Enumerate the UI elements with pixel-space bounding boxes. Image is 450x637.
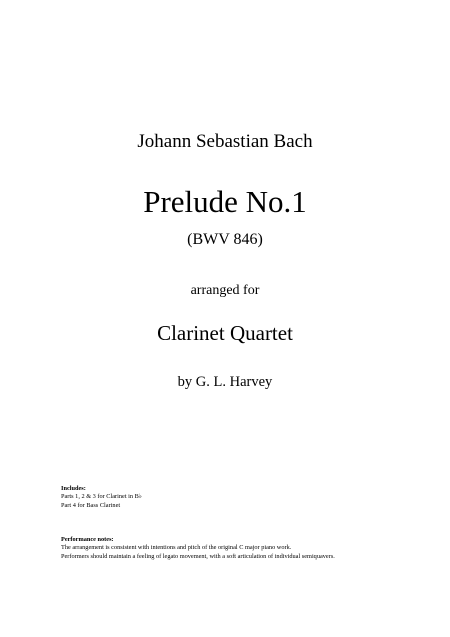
catalog-number: (BWV 846) [187, 231, 263, 248]
includes-heading: Includes: [61, 485, 86, 492]
piece-title: Prelude No.1 [143, 184, 307, 219]
includes-section [61, 485, 441, 510]
performance-notes-line: The arrangement is consistent with intentions and pitch of the original C major piano work. [61, 544, 292, 552]
performance-notes-heading: Performance notes: [61, 536, 114, 543]
includes-line: Parts 1, 2 & 3 for Clarinet in B♭ [61, 493, 142, 501]
includes-line: Part 4 for Bass Clarinet [61, 501, 121, 509]
arranged-for-label: arranged for [190, 283, 260, 298]
performance-notes-section [61, 536, 441, 561]
composer-name: Johann Sebastian Bach [137, 131, 313, 152]
performance-notes-line: Performers should maintain a feeling of legato movement, with a soft articulation of individual semiquavers. [61, 552, 335, 560]
ensemble-name: Clarinet Quartet [157, 321, 293, 345]
arranger-credit: by G. L. Harvey [177, 374, 273, 390]
